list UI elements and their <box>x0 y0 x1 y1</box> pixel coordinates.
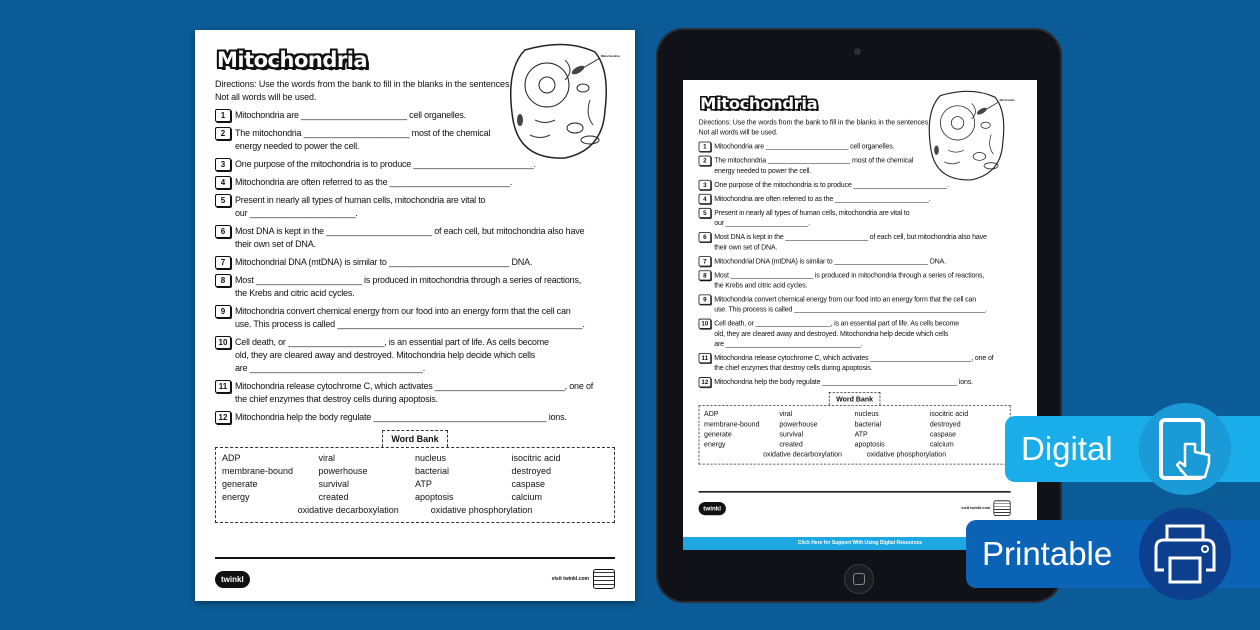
quality-badge-icon <box>993 500 1010 516</box>
word-bank-word: ATP <box>415 479 432 489</box>
question-item <box>699 353 1011 373</box>
question-item <box>699 295 1011 315</box>
question-number: 1 <box>215 109 231 122</box>
question-text[interactable]: Cell death, or ____________________, is an essential part of life. As cells become old, they are cleared away and destroyed. Mitochondria help decide which cells are ____________________________________. <box>235 337 549 373</box>
word-bank-word: isocitric acid <box>511 453 561 463</box>
digital-worksheet <box>683 80 1026 525</box>
question-text[interactable]: Most DNA is kept in the ______________________ of each cell, but mitochondria also have their own set of DNA. <box>714 232 987 251</box>
word-bank-word: destroyed <box>511 466 552 476</box>
question-text[interactable]: Mitochondria are ______________________ cell organelles. <box>235 110 466 120</box>
word-bank-grid <box>704 409 1005 450</box>
question-number: 5 <box>699 208 711 218</box>
directions-text: Directions: Use the words from the bank to fill in the blanks in the sentences. Not all words will be used. <box>698 118 931 136</box>
question-item <box>699 270 1011 290</box>
word-bank-word: energy <box>704 440 726 449</box>
word-bank-word: membrane-bound <box>704 420 760 428</box>
question-number: 12 <box>215 411 231 424</box>
question-text[interactable]: Mitochondria release cytochrome C, which activates ___________________________, one of the chief enzymes that destroy cells during apoptosis. <box>235 381 594 404</box>
word-bank-word: survival <box>318 479 350 489</box>
cell-diagram <box>925 88 1023 183</box>
question-number: 9 <box>215 305 231 318</box>
word-bank-word: ATP <box>854 430 868 439</box>
twinkl-logo: twinkl <box>699 502 726 515</box>
question-text[interactable]: Mitochondrial DNA (mtDNA) is similar to _________________________ DNA. <box>235 257 533 267</box>
word-bank-word: apoptosis <box>854 440 885 449</box>
word-bank-word: membrane-bound <box>222 466 294 476</box>
question-number: 10 <box>215 336 231 349</box>
question-number: 7 <box>699 256 711 266</box>
word-bank-word: calcium <box>511 492 543 502</box>
question-item <box>215 274 615 300</box>
word-bank-label: Word Bank <box>382 430 448 447</box>
question-text[interactable]: Mitochondria help the body regulate ____________________________________ ions. <box>235 412 567 422</box>
word-bank-word: viral <box>779 409 793 418</box>
question-text[interactable]: Mitochondria are often referred to as the _________________________. <box>235 177 513 187</box>
question-item <box>699 256 1011 266</box>
question-text[interactable]: One purpose of the mitochondria is to produce _________________________. <box>235 159 536 169</box>
word-bank-word: apoptosis <box>415 492 454 502</box>
tablet-touch-icon <box>1139 403 1231 495</box>
word-bank-word: ADP <box>222 453 241 463</box>
printable-banner <box>966 520 1260 588</box>
question-text[interactable]: Mitochondria are often referred to as the _________________________. <box>714 194 931 203</box>
word-bank-word: created <box>779 440 803 449</box>
visit-link[interactable]: visit twinkl.com <box>961 505 991 511</box>
question-text[interactable]: Mitochondria are ______________________ cell organelles. <box>714 142 895 151</box>
word-bank-word: calcium <box>929 440 954 449</box>
printable-worksheet <box>195 30 635 601</box>
question-number: 3 <box>699 180 711 190</box>
question-number: 2 <box>699 156 711 166</box>
digital-label: Digital <box>1021 430 1113 467</box>
word-bank-word: oxidative phosphorylation <box>430 505 533 515</box>
worksheet-footer <box>699 500 1011 516</box>
question-number: 11 <box>215 380 231 393</box>
question-text[interactable]: The mitochondria ______________________ most of the chemical energy needed to power the cell. <box>235 128 491 151</box>
word-bank-word: oxidative decarboxylation <box>297 505 399 515</box>
word-bank-label: Word Bank <box>829 392 880 405</box>
question-number: 4 <box>699 194 711 204</box>
worksheet-title: Mitochondria <box>700 94 818 113</box>
home-button[interactable] <box>844 564 874 594</box>
tablet-screen <box>683 80 1037 550</box>
word-bank-word: nucleus <box>415 453 447 463</box>
word-bank-extra <box>704 450 1005 460</box>
footer-divider <box>699 491 1011 493</box>
question-text[interactable]: Mitochondria convert chemical energy from our food into an energy form that the cell can use. This process is called ___________________________________________________. <box>714 295 987 314</box>
question-item <box>215 256 615 269</box>
support-link[interactable]: Click Here for Support With Using Digital Resources <box>683 537 1037 550</box>
camera-icon <box>854 48 861 55</box>
footer-right <box>961 500 1010 516</box>
cell-diagram <box>505 40 630 162</box>
question-text[interactable]: Most DNA is kept in the ______________________ of each cell, but mitochondria also have their own set of DNA. <box>235 226 585 249</box>
question-text[interactable]: Present in nearly all types of human cells, mitochondria are vital to our ______________________. <box>235 195 486 218</box>
word-bank-extra <box>222 504 608 517</box>
question-text[interactable]: The mitochondria ______________________ most of the chemical energy needed to power the cell. <box>714 156 914 175</box>
question-text[interactable]: Most ______________________ is produced in mitochondria through a series of reactions, the Krebs and citric acid cycles. <box>235 275 582 298</box>
question-text[interactable]: Mitochondria release cytochrome C, which activates ___________________________, one of the chief enzymes that destroy cells during apoptosis. <box>714 353 994 372</box>
question-number: 8 <box>215 274 231 287</box>
word-bank-word: destroyed <box>929 420 961 428</box>
footer-right <box>552 569 615 589</box>
word-bank-word: viral <box>318 453 336 463</box>
word-bank-word: nucleus <box>854 409 879 418</box>
word-bank-word: oxidative phosphorylation <box>866 450 947 459</box>
diagram-label: Mitochondria <box>999 98 1015 102</box>
worksheet-title: Mitochondria <box>217 48 368 72</box>
question-number: 12 <box>699 377 711 387</box>
word-bank-word: isocitric acid <box>929 409 969 418</box>
footer-divider <box>215 557 615 559</box>
question-item <box>215 336 615 375</box>
word-bank <box>699 405 1011 464</box>
question-item <box>699 208 1011 228</box>
question-item <box>215 411 615 424</box>
printable-label: Printable <box>982 535 1113 572</box>
question-number: 4 <box>215 176 231 189</box>
word-bank-word: caspase <box>511 479 546 489</box>
question-number: 8 <box>699 270 711 280</box>
question-number: 5 <box>215 194 231 207</box>
worksheet-footer <box>215 569 615 589</box>
word-bank-word: caspase <box>929 430 957 439</box>
question-number: 6 <box>699 232 711 242</box>
question-number: 11 <box>699 353 711 363</box>
question-item <box>699 232 1011 252</box>
question-text[interactable]: Mitochondria convert chemical energy from our food into an energy form that the cell can use. This process is called ___________________________________________________. <box>235 306 585 329</box>
question-item <box>215 305 615 331</box>
question-number: 7 <box>215 256 231 269</box>
question-item <box>699 319 1011 349</box>
word-bank-word: oxidative decarboxylation <box>763 450 842 459</box>
visit-link[interactable]: visit twinkl.com <box>551 576 589 582</box>
quality-badge-icon <box>593 569 615 589</box>
question-number: 2 <box>215 127 231 140</box>
word-bank-word: survival <box>779 430 804 439</box>
word-bank-word: bacterial <box>415 466 450 476</box>
question-text[interactable]: Most ______________________ is produced in mitochondria through a series of reactions, the Krebs and citric acid cycles. <box>714 271 985 290</box>
question-item <box>215 176 615 189</box>
word-bank-word: generate <box>704 430 732 439</box>
question-text[interactable]: Cell death, or ____________________, is an essential part of life. As cells become old, they are cleared away and destroyed. Mitochondria help decide which cells are ____________________________________. <box>714 319 959 348</box>
word-bank-word: energy <box>222 492 250 502</box>
question-number: 10 <box>699 319 711 329</box>
question-number: 9 <box>699 295 711 305</box>
question-text[interactable]: Mitochondrial DNA (mtDNA) is similar to _________________________ DNA. <box>714 257 946 265</box>
question-text[interactable]: Present in nearly all types of human cells, mitochondria are vital to our ______________________. <box>714 208 910 227</box>
question-number: 6 <box>215 225 231 238</box>
question-item <box>215 380 615 406</box>
question-item <box>699 194 1011 204</box>
diagram-label: Mitochondria <box>601 54 620 58</box>
word-bank <box>215 447 615 523</box>
word-bank-word: powerhouse <box>318 466 368 476</box>
word-bank-word: powerhouse <box>779 420 818 428</box>
question-item <box>215 225 615 251</box>
word-bank-word: ADP <box>704 409 719 418</box>
question-item <box>215 194 615 220</box>
word-bank-grid <box>222 452 608 504</box>
question-number: 1 <box>699 142 711 152</box>
question-text[interactable]: One purpose of the mitochondria is to produce _________________________. <box>714 180 949 189</box>
twinkl-logo: twinkl <box>215 571 250 588</box>
question-text[interactable]: Mitochondria help the body regulate ____________________________________ ions. <box>714 377 973 386</box>
question-item <box>699 377 1011 387</box>
tablet-device <box>656 28 1062 603</box>
question-number: 3 <box>215 158 231 171</box>
word-bank-word: generate <box>222 479 258 489</box>
directions-text: Directions: Use the words from the bank to fill in the blanks in the sentences. Not all words will be used. <box>215 79 512 102</box>
digital-banner <box>1005 416 1260 482</box>
word-bank-word: created <box>318 492 349 502</box>
printer-icon <box>1139 508 1231 600</box>
word-bank-word: bacterial <box>854 420 882 428</box>
